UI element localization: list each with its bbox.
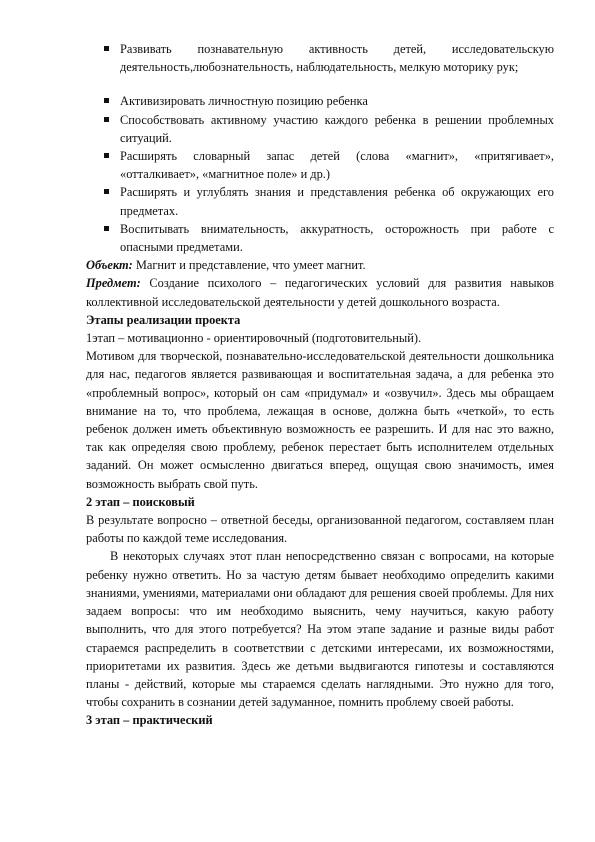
stages-heading: Этапы реализации проекта [86, 312, 241, 327]
list-item: Активизировать личностную позицию ребенка [86, 92, 554, 110]
list-item: Расширять и углублять знания и представления ребенка об окружающих его предметах. [86, 183, 554, 219]
goals-list-top [86, 40, 554, 76]
stage1-title: 1этап – мотивационно - ориентировочный (подготовительный). [86, 331, 422, 346]
stage1-paragraph: Мотивом для творческой, познавательно-исследовательской деятельности дошкольника для нас, педагогов является развивающая и воспитательная задача, а для ребенка это «проблемный вопрос», который он сам «придумал» и «озвучил». Здесь мы обращаем внимание на то, что проблема, лежащая в основе, должна быть «четкой», то есть ребенок должен иметь объективную возможность ее разрешить. И для нас это важно, так как определяя свою проблему, ребенок перестает быть исполнителем отдельных заданий. Он может осмысленно двигаться вперед, ощущая свою значимость, имея возможность выбрать свой путь. [86, 349, 554, 491]
bullet-square-icon [104, 189, 109, 194]
bullet-square-icon [104, 153, 109, 158]
bullet-square-icon [104, 98, 109, 103]
stage2-title: 2 этап – поисковый [86, 494, 195, 509]
bullet-square-icon [104, 226, 109, 231]
stage3-title: 3 этап – практический [86, 713, 213, 728]
list-item: Развивать познавательную активность детей, исследовательскую деятельность,любознательность, наблюдательность, мелкую моторику рук; [86, 40, 554, 76]
goals-list [86, 92, 554, 256]
document-page [86, 40, 554, 730]
bullet-square-icon [104, 46, 109, 51]
subject-paragraph: Предмет: Создание психолого – педагогических условий для развития навыков коллективной исследовательской деятельности у детей дошкольного возраста. [86, 276, 554, 309]
list-item: Расширять словарный запас детей (слова «магнит», «притягивает», «отталкивает», «магнитное поле» и др.) [86, 147, 554, 183]
list-item: Способствовать активному участию каждого ребенка в решении проблемных ситуаций. [86, 111, 554, 147]
bullet-square-icon [104, 117, 109, 122]
list-item: Воспитывать внимательность, аккуратность, осторожность при работе с опасными предметами. [86, 220, 554, 256]
object-paragraph: Объект: Магнит и представление, что умеет магнит. [86, 258, 366, 273]
stage2-paragraph-1: В результате вопросно – ответной беседы, организованной педагогом, составляем план работы по каждой теме исследования. [86, 513, 554, 546]
stage2-paragraph-2: В некоторых случаях этот план непосредственно связан с вопросами, на которые ребенку нужно ответить. Но за частую детям бывает необходимо определить какими знаниями, умениями, материалами они обладают для решения своей проблемы. Для них задаем вопросы: что им необходимо выяснить, чему научиться, какую работу выполнить, что для этого потребуется? На этом этапе задание и разные виды работ стараемся распределить в соответствии с детскими интересами, их возможностями, приоритетами их развития. Здесь же детьми выдвигаются гипотезы и составляются планы - действий, которые мы стараемся сделать наглядными. Это нужно для того, чтобы сохранить в сознании детей задуманное, помнить проблему своей работы. [86, 549, 554, 710]
